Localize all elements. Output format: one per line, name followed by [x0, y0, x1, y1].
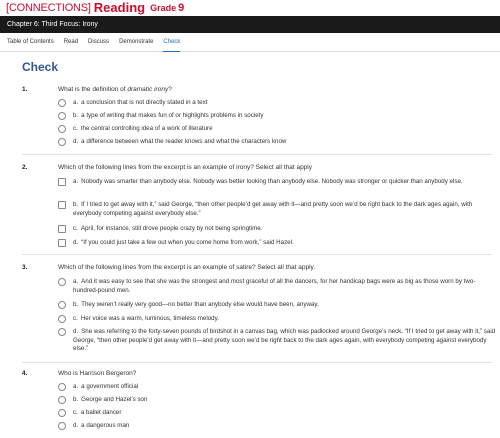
option-radio[interactable]	[58, 396, 498, 405]
option-letter: d.	[73, 328, 79, 335]
option-radio[interactable]	[58, 112, 498, 121]
option-letter: b.	[73, 301, 79, 308]
option-letter: d.	[73, 138, 79, 145]
grade-label: Grade	[150, 2, 177, 13]
question-prompt: Who is Harrison Bergeron?	[58, 370, 137, 377]
option-checkbox[interactable]	[58, 239, 498, 248]
question-prompt: Which of the following lines from the excerpt is an example of satire? Select all that apply.	[58, 264, 316, 271]
option-radio[interactable]	[58, 125, 498, 134]
checkbox[interactable]	[58, 239, 66, 247]
option-radio[interactable]	[58, 278, 498, 295]
radio-button[interactable]	[58, 383, 66, 391]
question-number: 1.	[22, 86, 28, 93]
product-name: Reading	[93, 0, 146, 15]
prompt-text-end: ?	[168, 86, 172, 93]
radio-button[interactable]	[58, 301, 66, 309]
option-letter: a.	[73, 99, 79, 106]
option-text: a type of writing that makes fun of or highlights problems in society	[81, 112, 264, 119]
option-letter: b.	[73, 201, 79, 208]
question-number: 2.	[22, 164, 28, 171]
option-radio[interactable]	[58, 328, 498, 354]
page-title: Check	[22, 60, 59, 74]
option-text: Nobody was smarter than anybody else. Nobody was better looking than anybody else. Nobody was stronger or quicker than anybody else.	[81, 178, 463, 185]
option-letter: a.	[73, 178, 79, 185]
option-letter: a.	[73, 383, 79, 390]
checkbox[interactable]	[58, 225, 66, 233]
prompt-text: What is the definition of	[58, 86, 128, 93]
brand-logo: [CONNECTIONS]	[6, 1, 91, 14]
option-text: April, for instance, still drove people crazy by not being springtime.	[80, 225, 263, 232]
question-number: 3.	[22, 264, 28, 271]
tab-discuss[interactable]: Discuss	[88, 39, 110, 45]
option-text: They weren’t really very good—no better than anybody else would have been, anyway.	[81, 301, 319, 308]
app-header	[0, 0, 500, 15]
option-checkbox[interactable]	[58, 225, 498, 234]
option-text: a conclusion that is not directly stated in a text	[81, 99, 208, 106]
option-text: She was referring to the forty-seven pounds of birdshot in a canvas bag, which was padlocked around George’s neck. “If I tried to get away with it,” said George, “then other people’d get away with it—and pretty soon we’d be right back to the dark ages again, with everybody competing against everybody else.”	[73, 328, 496, 352]
question-prompt	[58, 86, 172, 93]
divider	[22, 362, 492, 363]
option-letter: c.	[73, 125, 78, 132]
option-text: Her voice was a warm, luminous, timeless melody.	[80, 315, 219, 322]
radio-button[interactable]	[58, 409, 66, 417]
tab-demonstrate[interactable]: Demonstrate	[119, 39, 154, 45]
option-letter: d.	[73, 239, 79, 246]
option-text: the central controlling idea of a work of literature	[80, 125, 213, 132]
option-text: a difference between what the reader knows and what the characters know	[81, 138, 287, 145]
option-text: If I tried to get away with it,” said George, “then other people’d get away with it—and pretty soon we’d be right back to the dark ages again, with everybody competing against everybody else.”	[73, 201, 473, 217]
radio-button[interactable]	[58, 422, 66, 430]
radio-button[interactable]	[58, 125, 66, 133]
prompt-emphasis: dramatic irony	[127, 86, 169, 93]
question-number: 4.	[22, 370, 28, 377]
option-text: And it was easy to see that she was the strongest and most graceful of all the dancers, for her handicap bags were as big as those worn by two-hundred-pound men.	[73, 278, 476, 294]
option-radio[interactable]	[58, 315, 498, 324]
option-radio[interactable]	[58, 383, 498, 392]
divider	[22, 154, 492, 155]
radio-button[interactable]	[58, 396, 66, 404]
option-letter: c.	[73, 409, 78, 416]
radio-button[interactable]	[58, 328, 66, 336]
option-text: a government official	[81, 383, 139, 390]
radio-button[interactable]	[58, 315, 66, 323]
chapter-title: Chapter 6: Third Focus: Irony	[7, 21, 98, 28]
option-letter: d.	[73, 422, 79, 429]
tab-check[interactable]: Check	[163, 33, 180, 52]
option-radio[interactable]	[58, 99, 498, 108]
tab-read[interactable]: Read	[63, 39, 79, 45]
option-letter: c.	[73, 225, 78, 232]
radio-button[interactable]	[58, 138, 66, 146]
option-text: a ballet dancer	[80, 409, 122, 416]
option-text: George and Hazel’s son	[81, 396, 148, 403]
chapter-title-bar	[0, 16, 500, 33]
option-letter: c.	[73, 315, 78, 322]
question-prompt: Which of the following lines from the excerpt is an example of irony? Select all that apply	[58, 164, 312, 171]
checkbox[interactable]	[58, 201, 66, 209]
radio-button[interactable]	[58, 99, 66, 107]
check-content	[0, 52, 500, 429]
checkbox[interactable]	[58, 178, 66, 186]
option-letter: a.	[73, 278, 79, 285]
option-text: “If you could just take a few out when you come home from work,” said Hazel.	[81, 239, 294, 246]
grade-number: 9	[178, 1, 185, 14]
radio-button[interactable]	[58, 112, 66, 120]
option-checkbox[interactable]	[58, 201, 498, 218]
option-letter: b.	[73, 396, 79, 403]
option-text: a dangerous man	[81, 422, 130, 429]
option-radio[interactable]	[58, 409, 498, 418]
section-tabs	[0, 33, 500, 52]
option-letter: b.	[73, 112, 79, 119]
option-checkbox[interactable]	[58, 178, 498, 187]
tab-table-of-contents[interactable]: Table of Contents	[7, 39, 54, 45]
option-radio[interactable]	[58, 422, 498, 431]
option-radio[interactable]	[58, 301, 498, 310]
option-radio[interactable]	[58, 138, 498, 147]
divider	[22, 254, 492, 255]
radio-button[interactable]	[58, 278, 66, 286]
